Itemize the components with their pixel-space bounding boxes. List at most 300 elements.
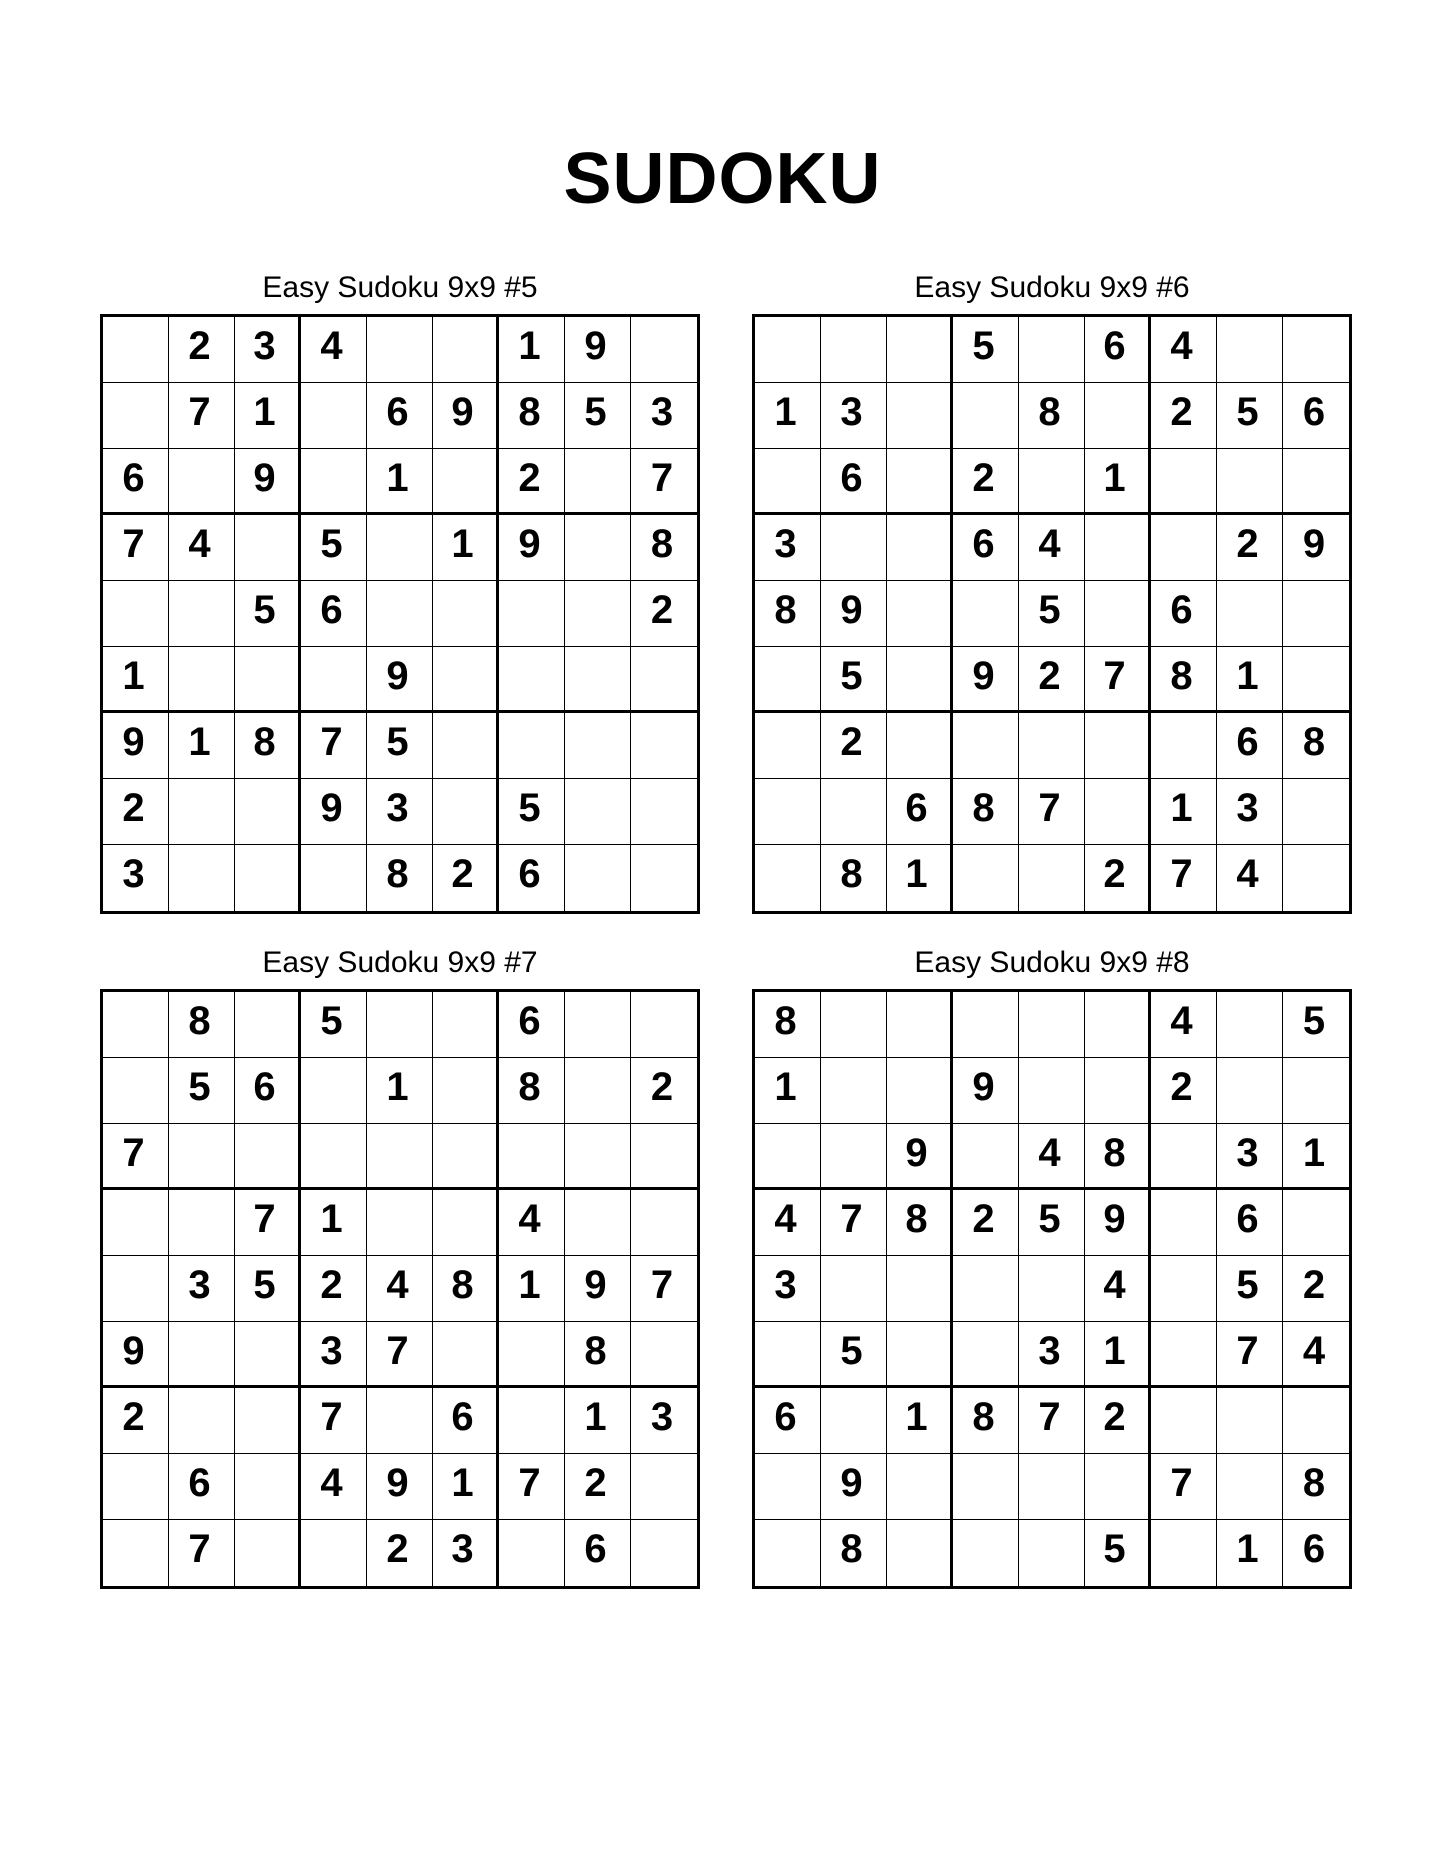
sudoku-cell xyxy=(235,1454,301,1520)
sudoku-cell xyxy=(887,581,953,647)
sudoku-cell xyxy=(565,449,631,515)
sudoku-cell xyxy=(103,1058,169,1124)
sudoku-cell: 2 xyxy=(565,1454,631,1520)
sudoku-cell: 8 xyxy=(755,581,821,647)
sudoku-cell xyxy=(631,1124,697,1190)
sudoku-cell: 9 xyxy=(887,1124,953,1190)
sudoku-cell: 5 xyxy=(1019,581,1085,647)
sudoku-cell: 5 xyxy=(235,1256,301,1322)
sudoku-cell: 9 xyxy=(1283,515,1349,581)
sudoku-cell xyxy=(821,992,887,1058)
sudoku-cell: 7 xyxy=(1019,1388,1085,1454)
sudoku-cell: 7 xyxy=(821,1190,887,1256)
sudoku-cell: 5 xyxy=(821,647,887,713)
sudoku-cell: 7 xyxy=(1151,845,1217,911)
sudoku-cell xyxy=(1085,779,1151,845)
sudoku-cell: 5 xyxy=(953,317,1019,383)
sudoku-cell xyxy=(821,1256,887,1322)
sudoku-cell: 8 xyxy=(821,1520,887,1586)
sudoku-cell: 5 xyxy=(235,581,301,647)
sudoku-cell xyxy=(103,317,169,383)
sudoku-cell: 8 xyxy=(1019,383,1085,449)
sudoku-cell xyxy=(367,515,433,581)
sudoku-cell: 9 xyxy=(499,515,565,581)
sudoku-cell: 8 xyxy=(755,992,821,1058)
sudoku-cell: 1 xyxy=(235,383,301,449)
sudoku-cell xyxy=(367,1388,433,1454)
sudoku-cell: 2 xyxy=(301,1256,367,1322)
sudoku-cell: 4 xyxy=(755,1190,821,1256)
sudoku-cell xyxy=(169,647,235,713)
sudoku-cell xyxy=(565,1124,631,1190)
sudoku-cell: 5 xyxy=(367,713,433,779)
sudoku-cell xyxy=(433,449,499,515)
sudoku-cell: 1 xyxy=(565,1388,631,1454)
sudoku-cell xyxy=(235,1124,301,1190)
sudoku-cell: 9 xyxy=(235,449,301,515)
sudoku-cell xyxy=(433,992,499,1058)
sudoku-cell xyxy=(953,1124,1019,1190)
sudoku-cell: 2 xyxy=(103,1388,169,1454)
sudoku-cell xyxy=(565,713,631,779)
sudoku-cell xyxy=(433,647,499,713)
sudoku-cell xyxy=(301,1058,367,1124)
sudoku-cell: 2 xyxy=(499,449,565,515)
sudoku-cell: 6 xyxy=(433,1388,499,1454)
sudoku-cell: 7 xyxy=(631,449,697,515)
sudoku-cell xyxy=(1019,317,1085,383)
sudoku-cell xyxy=(169,1124,235,1190)
sudoku-cell xyxy=(1217,581,1283,647)
sudoku-cell: 9 xyxy=(367,647,433,713)
sudoku-cell: 7 xyxy=(103,515,169,581)
sudoku-cell xyxy=(887,515,953,581)
sudoku-cell xyxy=(631,647,697,713)
sudoku-puzzle xyxy=(752,945,1352,1589)
sudoku-cell xyxy=(631,1322,697,1388)
sudoku-cell xyxy=(953,1520,1019,1586)
sudoku-cell: 9 xyxy=(301,779,367,845)
sudoku-cell xyxy=(631,992,697,1058)
sudoku-cell xyxy=(631,1454,697,1520)
sudoku-cell xyxy=(499,1124,565,1190)
sudoku-cell xyxy=(953,1322,1019,1388)
sudoku-cell xyxy=(1283,1190,1349,1256)
sudoku-cell xyxy=(755,845,821,911)
sudoku-cell: 6 xyxy=(235,1058,301,1124)
sudoku-cell: 7 xyxy=(103,1124,169,1190)
sudoku-cell: 6 xyxy=(301,581,367,647)
sudoku-cell xyxy=(565,647,631,713)
sudoku-cell xyxy=(887,1058,953,1124)
sudoku-cell: 6 xyxy=(367,383,433,449)
sudoku-cell xyxy=(755,1124,821,1190)
sudoku-cell xyxy=(565,845,631,911)
sudoku-cell xyxy=(301,449,367,515)
sudoku-puzzle xyxy=(100,945,700,1589)
sudoku-cell xyxy=(1283,581,1349,647)
sudoku-cell: 2 xyxy=(953,1190,1019,1256)
sudoku-cell: 5 xyxy=(1283,992,1349,1058)
sudoku-cell xyxy=(235,515,301,581)
sudoku-cell xyxy=(1019,992,1085,1058)
sudoku-cell: 8 xyxy=(887,1190,953,1256)
sudoku-cell: 1 xyxy=(367,449,433,515)
sudoku-cell xyxy=(1151,1388,1217,1454)
sudoku-cell: 7 xyxy=(367,1322,433,1388)
sudoku-cell: 6 xyxy=(565,1520,631,1586)
sudoku-cell: 1 xyxy=(1283,1124,1349,1190)
sudoku-cell xyxy=(1085,581,1151,647)
sudoku-cell: 6 xyxy=(755,1388,821,1454)
sudoku-cell: 7 xyxy=(235,1190,301,1256)
sudoku-cell xyxy=(887,713,953,779)
sudoku-cell: 9 xyxy=(1085,1190,1151,1256)
sudoku-cell xyxy=(103,992,169,1058)
sudoku-cell: 5 xyxy=(565,383,631,449)
sudoku-cell xyxy=(169,581,235,647)
sudoku-cell xyxy=(301,845,367,911)
sudoku-cell xyxy=(1151,1256,1217,1322)
sudoku-cell xyxy=(887,992,953,1058)
sudoku-cell xyxy=(565,581,631,647)
sudoku-cell: 7 xyxy=(499,1454,565,1520)
sudoku-cell: 5 xyxy=(1019,1190,1085,1256)
sudoku-cell: 6 xyxy=(821,449,887,515)
sudoku-cell xyxy=(103,1520,169,1586)
sudoku-cell xyxy=(1019,1058,1085,1124)
sudoku-grid xyxy=(100,314,700,914)
sudoku-cell xyxy=(887,1256,953,1322)
sudoku-cell: 1 xyxy=(499,317,565,383)
sudoku-cell: 4 xyxy=(1019,1124,1085,1190)
sudoku-cell: 8 xyxy=(1085,1124,1151,1190)
sudoku-cell: 2 xyxy=(953,449,1019,515)
sudoku-cell xyxy=(1151,1124,1217,1190)
sudoku-cell: 4 xyxy=(301,317,367,383)
sudoku-cell: 4 xyxy=(367,1256,433,1322)
sudoku-cell xyxy=(953,992,1019,1058)
sudoku-cell xyxy=(887,1322,953,1388)
sudoku-cell: 2 xyxy=(1019,647,1085,713)
sudoku-cell xyxy=(1019,713,1085,779)
puzzle-title: Easy Sudoku 9x9 #8 xyxy=(914,946,1190,979)
sudoku-cell: 7 xyxy=(1151,1454,1217,1520)
sudoku-cell xyxy=(367,1124,433,1190)
sudoku-cell: 8 xyxy=(953,1388,1019,1454)
sudoku-cell: 1 xyxy=(433,515,499,581)
sudoku-cell: 6 xyxy=(1217,713,1283,779)
sudoku-cell xyxy=(953,581,1019,647)
sudoku-cell xyxy=(821,1124,887,1190)
sudoku-cell: 9 xyxy=(433,383,499,449)
sudoku-cell: 6 xyxy=(953,515,1019,581)
sudoku-cell: 6 xyxy=(499,992,565,1058)
sudoku-cell xyxy=(1283,1058,1349,1124)
sudoku-cell xyxy=(1085,1454,1151,1520)
sudoku-cell: 2 xyxy=(433,845,499,911)
sudoku-cell: 9 xyxy=(103,1322,169,1388)
sudoku-cell xyxy=(1085,1058,1151,1124)
sudoku-cell xyxy=(821,1058,887,1124)
sudoku-cell xyxy=(953,383,1019,449)
sudoku-cell xyxy=(433,1190,499,1256)
sudoku-cell: 3 xyxy=(1217,779,1283,845)
sudoku-cell xyxy=(1151,515,1217,581)
sudoku-cell xyxy=(631,1190,697,1256)
sudoku-cell xyxy=(1283,845,1349,911)
sudoku-cell xyxy=(953,713,1019,779)
sudoku-cell xyxy=(755,1454,821,1520)
sudoku-cell xyxy=(499,1322,565,1388)
sudoku-cell xyxy=(433,1322,499,1388)
sudoku-cell xyxy=(565,1190,631,1256)
sudoku-cell: 9 xyxy=(821,1454,887,1520)
sudoku-cell xyxy=(1151,1520,1217,1586)
sudoku-cell xyxy=(235,845,301,911)
sudoku-cell: 6 xyxy=(1217,1190,1283,1256)
sudoku-cell xyxy=(1019,449,1085,515)
sudoku-cell xyxy=(103,1454,169,1520)
sudoku-cell xyxy=(103,581,169,647)
sudoku-cell: 5 xyxy=(169,1058,235,1124)
sudoku-cell: 8 xyxy=(953,779,1019,845)
sudoku-cell xyxy=(301,1124,367,1190)
sudoku-cell: 2 xyxy=(169,317,235,383)
sudoku-cell: 3 xyxy=(1019,1322,1085,1388)
sudoku-cell: 3 xyxy=(1217,1124,1283,1190)
sudoku-cell xyxy=(887,383,953,449)
sudoku-cell: 5 xyxy=(1085,1520,1151,1586)
sudoku-cell: 2 xyxy=(367,1520,433,1586)
sudoku-cell xyxy=(887,1520,953,1586)
sudoku-cell: 9 xyxy=(565,1256,631,1322)
sudoku-cell xyxy=(1019,1256,1085,1322)
sudoku-cell: 7 xyxy=(1217,1322,1283,1388)
sudoku-cell xyxy=(433,713,499,779)
sudoku-cell xyxy=(1217,317,1283,383)
sudoku-cell: 1 xyxy=(301,1190,367,1256)
sudoku-cell: 3 xyxy=(755,515,821,581)
sudoku-cell: 7 xyxy=(169,1520,235,1586)
sudoku-cell: 8 xyxy=(433,1256,499,1322)
sudoku-cell: 1 xyxy=(887,845,953,911)
sudoku-cell: 5 xyxy=(499,779,565,845)
sudoku-cell xyxy=(433,317,499,383)
sudoku-cell xyxy=(235,1322,301,1388)
sudoku-cell: 9 xyxy=(953,647,1019,713)
sudoku-cell xyxy=(235,779,301,845)
sudoku-cell xyxy=(499,1388,565,1454)
sudoku-cell: 8 xyxy=(1151,647,1217,713)
sudoku-cell xyxy=(1283,647,1349,713)
sudoku-cell xyxy=(433,1058,499,1124)
sudoku-cell: 8 xyxy=(235,713,301,779)
sudoku-cell xyxy=(1217,1058,1283,1124)
sudoku-cell: 1 xyxy=(755,1058,821,1124)
sudoku-cell: 2 xyxy=(1151,383,1217,449)
sudoku-cell xyxy=(301,647,367,713)
sudoku-cell: 6 xyxy=(1283,383,1349,449)
sudoku-cell xyxy=(499,713,565,779)
sudoku-cell xyxy=(755,713,821,779)
sudoku-cell: 1 xyxy=(367,1058,433,1124)
sudoku-cell xyxy=(235,992,301,1058)
sudoku-cell xyxy=(1019,1520,1085,1586)
sudoku-cell xyxy=(1085,713,1151,779)
sudoku-cell: 4 xyxy=(1151,992,1217,1058)
sudoku-cell xyxy=(1217,992,1283,1058)
sudoku-cell xyxy=(565,779,631,845)
sudoku-cell: 1 xyxy=(169,713,235,779)
sudoku-cell: 1 xyxy=(1151,779,1217,845)
sudoku-cell: 2 xyxy=(1217,515,1283,581)
sudoku-cell: 5 xyxy=(301,515,367,581)
sudoku-cell xyxy=(235,1520,301,1586)
sudoku-cell: 7 xyxy=(1085,647,1151,713)
puzzle-title: Easy Sudoku 9x9 #6 xyxy=(914,271,1190,304)
sudoku-cell: 9 xyxy=(565,317,631,383)
sudoku-cell xyxy=(169,845,235,911)
sudoku-cell xyxy=(1283,449,1349,515)
sudoku-cell xyxy=(169,1322,235,1388)
sudoku-cell: 8 xyxy=(1283,1454,1349,1520)
sudoku-cell: 2 xyxy=(1151,1058,1217,1124)
sudoku-cell: 3 xyxy=(103,845,169,911)
sudoku-cell: 3 xyxy=(755,1256,821,1322)
sudoku-cell: 9 xyxy=(953,1058,1019,1124)
sudoku-cell: 3 xyxy=(433,1520,499,1586)
sudoku-cell xyxy=(367,581,433,647)
sudoku-cell xyxy=(1283,779,1349,845)
sudoku-cell: 9 xyxy=(103,713,169,779)
sudoku-cell xyxy=(367,992,433,1058)
sudoku-cell xyxy=(631,779,697,845)
sudoku-cell: 7 xyxy=(1019,779,1085,845)
sudoku-cell xyxy=(367,1190,433,1256)
sudoku-cell: 3 xyxy=(301,1322,367,1388)
sudoku-cell xyxy=(953,1256,1019,1322)
sudoku-cell xyxy=(103,1190,169,1256)
sudoku-cell xyxy=(103,1256,169,1322)
sudoku-cell xyxy=(755,1520,821,1586)
sudoku-cell: 8 xyxy=(499,1058,565,1124)
sudoku-cell xyxy=(235,647,301,713)
sudoku-cell xyxy=(821,779,887,845)
sudoku-cell: 4 xyxy=(1217,845,1283,911)
sudoku-cell xyxy=(631,845,697,911)
sudoku-cell xyxy=(301,1520,367,1586)
sudoku-cell: 8 xyxy=(631,515,697,581)
sudoku-cell: 3 xyxy=(235,317,301,383)
sudoku-cell xyxy=(565,1058,631,1124)
sudoku-cell: 1 xyxy=(433,1454,499,1520)
sudoku-cell: 2 xyxy=(631,1058,697,1124)
sudoku-grid xyxy=(752,314,1352,914)
sudoku-cell: 3 xyxy=(631,1388,697,1454)
sudoku-cell: 1 xyxy=(755,383,821,449)
sudoku-cell: 2 xyxy=(103,779,169,845)
sudoku-cell: 7 xyxy=(631,1256,697,1322)
sudoku-cell: 5 xyxy=(1217,1256,1283,1322)
sudoku-cell xyxy=(1151,449,1217,515)
sudoku-cell xyxy=(1151,1190,1217,1256)
sudoku-cell xyxy=(1085,383,1151,449)
sudoku-cell xyxy=(755,317,821,383)
sudoku-cell: 6 xyxy=(1151,581,1217,647)
sudoku-cell xyxy=(1283,1388,1349,1454)
sudoku-cell xyxy=(953,845,1019,911)
sudoku-cell xyxy=(631,317,697,383)
sudoku-grid xyxy=(752,989,1352,1589)
sudoku-cell xyxy=(755,647,821,713)
sudoku-cell xyxy=(103,383,169,449)
sudoku-cell: 1 xyxy=(499,1256,565,1322)
sudoku-cell: 2 xyxy=(1085,1388,1151,1454)
sudoku-cell: 4 xyxy=(1019,515,1085,581)
sudoku-cell: 7 xyxy=(169,383,235,449)
puzzle-title: Easy Sudoku 9x9 #7 xyxy=(262,946,538,979)
sudoku-cell xyxy=(887,317,953,383)
sudoku-cell xyxy=(169,779,235,845)
sudoku-cell xyxy=(953,1454,1019,1520)
sudoku-cell: 8 xyxy=(565,1322,631,1388)
sudoku-cell: 6 xyxy=(887,779,953,845)
sudoku-cell: 3 xyxy=(169,1256,235,1322)
sudoku-puzzle xyxy=(752,270,1352,914)
sudoku-cell xyxy=(433,779,499,845)
sudoku-cell: 2 xyxy=(631,581,697,647)
sudoku-cell: 6 xyxy=(103,449,169,515)
sudoku-cell: 4 xyxy=(301,1454,367,1520)
sudoku-cell: 4 xyxy=(499,1190,565,1256)
sudoku-cell xyxy=(821,1388,887,1454)
sudoku-cell xyxy=(169,1388,235,1454)
sudoku-cell: 8 xyxy=(169,992,235,1058)
sudoku-cell xyxy=(1217,1454,1283,1520)
sudoku-cell xyxy=(367,317,433,383)
sudoku-cell xyxy=(755,449,821,515)
sudoku-cell: 1 xyxy=(1217,1520,1283,1586)
sudoku-cell xyxy=(821,515,887,581)
sudoku-cell: 8 xyxy=(1283,713,1349,779)
sudoku-cell xyxy=(499,1520,565,1586)
sudoku-cell xyxy=(631,1520,697,1586)
sudoku-cell: 4 xyxy=(169,515,235,581)
sudoku-cell: 7 xyxy=(301,1388,367,1454)
sudoku-cell: 8 xyxy=(367,845,433,911)
sudoku-cell xyxy=(1085,515,1151,581)
sudoku-cell xyxy=(499,581,565,647)
sudoku-cell: 1 xyxy=(1217,647,1283,713)
sudoku-cell xyxy=(1283,317,1349,383)
sudoku-cell xyxy=(755,779,821,845)
sudoku-cell: 1 xyxy=(1085,449,1151,515)
sudoku-cell: 6 xyxy=(169,1454,235,1520)
sudoku-cell xyxy=(169,1190,235,1256)
sudoku-cell: 8 xyxy=(821,845,887,911)
sudoku-cell xyxy=(887,449,953,515)
sudoku-cell: 8 xyxy=(499,383,565,449)
sudoku-cell xyxy=(169,449,235,515)
sudoku-cell xyxy=(1151,713,1217,779)
sudoku-cell xyxy=(301,383,367,449)
sudoku-cell xyxy=(235,1388,301,1454)
sudoku-cell: 4 xyxy=(1151,317,1217,383)
sudoku-cell: 4 xyxy=(1085,1256,1151,1322)
sudoku-cell: 6 xyxy=(1302,1527,1326,1571)
sudoku-cell: 3 xyxy=(821,383,887,449)
